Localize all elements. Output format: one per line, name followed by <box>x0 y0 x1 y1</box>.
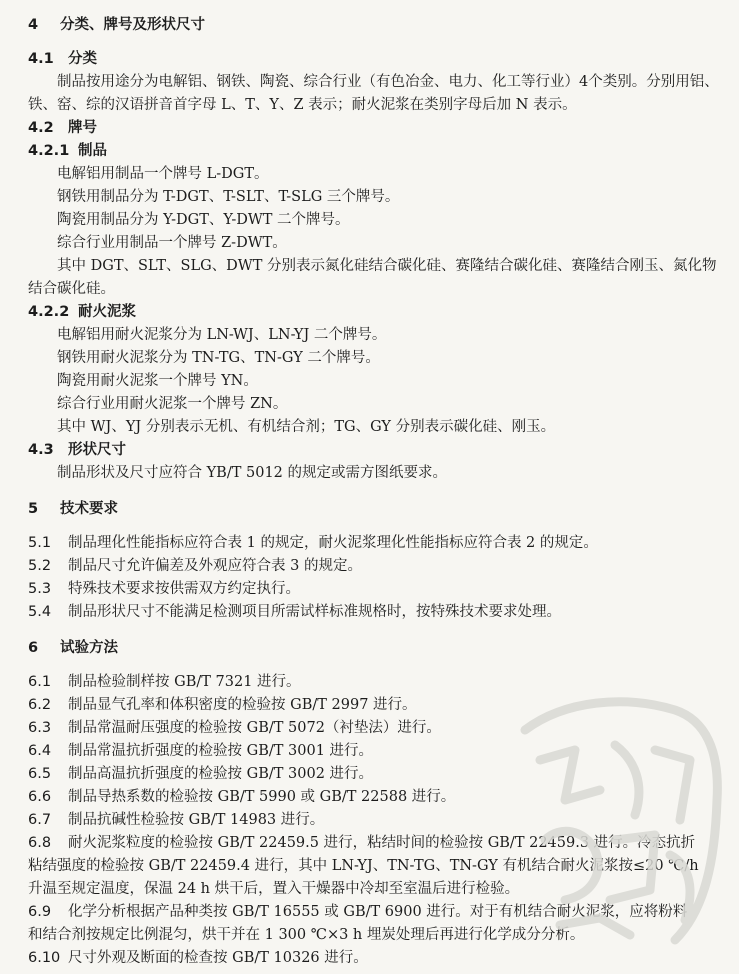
list-item <box>0 809 739 831</box>
section-title: 形状尺寸 <box>68 442 126 458</box>
section-title: 分类、牌号及形状尺寸 <box>60 17 205 33</box>
section-title: 耐火泥浆 <box>78 304 136 320</box>
list-item <box>0 947 739 969</box>
item-text: 化学分析根据产品种类按 GB/T 16555 或 GB/T 6900 进行。对于有机结合耐火泥浆，应将粉料 <box>68 904 688 920</box>
item-text: 制品高温抗折强度的检验按 GB/T 3002 进行。 <box>68 766 374 782</box>
item-number: 5.3 <box>28 581 52 597</box>
section-4-heading <box>0 14 739 36</box>
paragraph-line: 电解铝用耐火泥浆分为 LN-WJ、LN-YJ 二个牌号。 <box>57 327 387 343</box>
paragraph-line: 综合行业用制品一个牌号 Z-DWT。 <box>57 235 287 251</box>
paragraph-line: 综合行业用耐火泥浆一个牌号 ZN。 <box>57 396 288 412</box>
paragraph-line: 制品形状及尺寸应符合 YB/T 5012 的规定或需方图纸要求。 <box>57 465 448 481</box>
item-text: 制品导热系数的检验按 GB/T 5990 或 GB/T 22588 进行。 <box>68 789 456 805</box>
item-text: 尺寸外观及断面的检查按 GB/T 10326 进行。 <box>68 950 368 966</box>
item-number: 5.4 <box>28 604 52 620</box>
section-number: 4.1 <box>28 51 54 67</box>
item-text: 耐火泥浆粒度的检验按 GB/T 22459.5 进行，粘结时间的检验按 GB/T 22459.3 进行。冷态抗折 <box>68 835 696 851</box>
section-number: 4.2.1 <box>28 143 70 159</box>
item-text: 制品常温抗折强度的检验按 GB/T 3001 进行。 <box>68 743 374 759</box>
list-item <box>0 832 739 854</box>
paragraph-line: 铁、窑、综的汉语拼音首字母 L、T、Y、Z 表示；耐火泥浆在类别字母后加 N 表示。 <box>28 97 577 113</box>
list-item <box>0 578 739 600</box>
list-item <box>0 786 739 808</box>
section-5-heading <box>0 498 739 520</box>
paragraph-line: 钢铁用耐火泥浆分为 TN-TG、TN-GY 二个牌号。 <box>57 350 380 366</box>
list-item <box>0 901 739 923</box>
list-item <box>0 694 739 716</box>
section-number: 4.2.2 <box>28 304 70 320</box>
item-text: 制品尺寸允许偏差及外观应符合表 3 的规定。 <box>68 558 362 574</box>
list-item <box>0 717 739 739</box>
section-title: 分类 <box>68 51 97 67</box>
section-number: 6 <box>28 640 39 656</box>
section-number: 4.3 <box>28 442 54 458</box>
item-number: 6.1 <box>28 674 52 690</box>
paragraph-line: 其中 WJ、YJ 分别表示无机、有机结合剂；TG、GY 分别表示碳化硅、刚玉。 <box>57 419 556 435</box>
item-number: 5.2 <box>28 558 52 574</box>
item-text: 制品形状尺寸不能满足检测项目所需试样标准规格时，按特殊技术要求处理。 <box>68 604 561 620</box>
paragraph-line: 制品按用途分为电解铝、钢铁、陶瓷、综合行业（有色冶金、电力、化工等行业）4个类别。分别用铝、 <box>57 74 719 90</box>
paragraph-line: 粘结强度的检验按 GB/T 22459.4 进行，其中 LN-YJ、TN-TG、TN-GY 有机结合耐火泥浆按≤20 ℃/h <box>28 858 699 874</box>
section-title: 制品 <box>78 143 107 159</box>
section-4-2-1-heading <box>0 140 739 162</box>
item-number: 6.4 <box>28 743 52 759</box>
item-number: 6.8 <box>28 835 52 851</box>
item-text: 制品检验制样按 GB/T 7321 进行。 <box>68 674 301 690</box>
paragraph-line: 电解铝用制品一个牌号 L-DGT。 <box>57 166 269 182</box>
section-number: 4.2 <box>28 120 54 136</box>
item-number: 6.6 <box>28 789 52 805</box>
item-number: 6.3 <box>28 720 52 736</box>
item-text: 制品理化性能指标应符合表 1 的规定，耐火泥浆理化性能指标应符合表 2 的规定。 <box>68 535 598 551</box>
paragraph-line: 结合碳化硅。 <box>28 281 115 297</box>
paragraph-line: 陶瓷用耐火泥浆一个牌号 YN。 <box>57 373 258 389</box>
section-number: 4 <box>28 17 39 33</box>
item-number: 5.1 <box>28 535 52 551</box>
item-number: 6.7 <box>28 812 52 828</box>
list-item <box>0 532 739 554</box>
item-number: 6.9 <box>28 904 52 920</box>
item-text: 特殊技术要求按供需双方约定执行。 <box>68 581 300 597</box>
paragraph-line: 其中 DGT、SLT、SLG、DWT 分别表示氮化硅结合碳化硅、赛隆结合碳化硅、赛隆结合刚玉、氮化物 <box>57 258 717 274</box>
item-number: 6.10 <box>28 950 61 966</box>
item-text: 制品抗碱性检验按 GB/T 14983 进行。 <box>68 812 325 828</box>
list-item <box>0 671 739 693</box>
section-title: 试验方法 <box>60 640 118 656</box>
item-text: 制品常温耐压强度的检验按 GB/T 5072（衬垫法）进行。 <box>68 720 441 736</box>
list-item <box>0 740 739 762</box>
list-item <box>0 555 739 577</box>
section-4-1-heading <box>0 48 739 70</box>
section-title: 牌号 <box>68 120 97 136</box>
item-text: 制品显气孔率和体积密度的检验按 GB/T 2997 进行。 <box>68 697 417 713</box>
paragraph-line: 和结合剂按规定比例混匀，烘干并在 1 300 ℃×3 h 埋炭处理后再进行化学成分分析。 <box>28 927 585 943</box>
section-6-heading <box>0 637 739 659</box>
section-4-2-heading <box>0 117 739 139</box>
paragraph-line: 升温至规定温度，保温 24 h 烘干后，置入干燥器中冷却至室温后进行检验。 <box>28 881 520 897</box>
section-4-2-2-heading <box>0 301 739 323</box>
paragraph-line: 钢铁用制品分为 T-DGT、T-SLT、T-SLG 三个牌号。 <box>57 189 400 205</box>
item-number: 6.2 <box>28 697 52 713</box>
section-4-3-heading <box>0 439 739 461</box>
section-number: 5 <box>28 501 39 517</box>
paragraph-line: 陶瓷用制品分为 Y-DGT、Y-DWT 二个牌号。 <box>57 212 350 228</box>
item-number: 6.5 <box>28 766 52 782</box>
list-item <box>0 601 739 623</box>
section-title: 技术要求 <box>60 501 118 517</box>
list-item <box>0 763 739 785</box>
